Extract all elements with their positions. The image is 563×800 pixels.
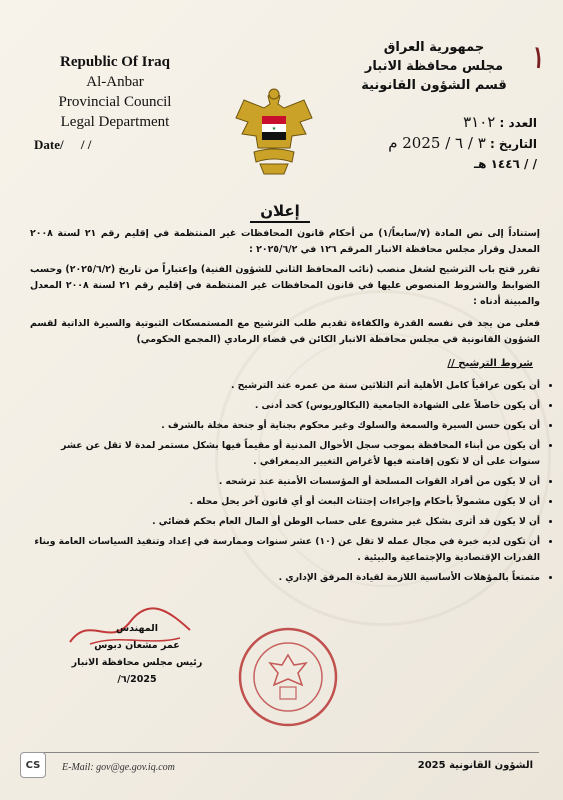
condition-item: • متمتعاً بالمؤهلات الأساسية اللازمة لقيادة المرفق الإداري .	[30, 570, 540, 586]
en-date-row	[34, 137, 91, 153]
ref-number-row	[357, 112, 537, 133]
paragraph-decision: تقرر فتح باب الترشيح لشغل منصب (نائب المحافظ الثاني للشؤون الفنية) وإعتباراً من تاريخ (٢٠٢٥/٦/٢) وحسب الضوابط والشروط المنصوص عليها في قانون المحافظات غير المنتظمة في إقليم رقم ٢١ لسنة ٢٠٠٨ المعدل والمبينة أدناه :	[30, 264, 540, 307]
en-province: Al-Anbar	[86, 74, 144, 90]
signatory-title: رئيس مجلس محافظة الانبار	[71, 657, 203, 668]
condition-item: • أن يكون من أبناء المحافظة بموجب سجل الأحوال المدنية أو مقيماً فيها بشكل مستمر لمدة لا تقل عن عشر سنوات على أن لا تكون إقامته فيها لأغراض التغيير الديمغرافي .	[30, 438, 540, 470]
paragraph-legal-basis: إستناداً إلى نص المادة (٧/سابعاً/١) من أحكام قانون المحافظات غير المنتظمة في إقليم رقم ٢١ لسنة ٢٠٠٨ المعدل وقرار مجلس محافظة الانبار المرقم ١٢٦ في ٢٠٢٥/٦/٢ :	[30, 228, 540, 255]
ref-date-value: ٣ / ٦ / 2025 م	[388, 134, 486, 152]
conditions-title: شروط الترشيح //	[447, 358, 533, 369]
condition-item: • أن يكون حاصلاً على الشهادة الجامعية (البكالوريوس) كحد أدنى .	[30, 398, 540, 414]
ref-date-row	[357, 133, 537, 154]
en-council: Provincial Council	[58, 94, 172, 110]
document-title: إعلان	[250, 202, 310, 223]
handwritten-page-number: ١	[527, 37, 549, 77]
signatory-prefix: المهندس	[116, 623, 158, 634]
en-country: Republic Of Iraq	[59, 54, 170, 70]
ref-number-label: العدد :	[499, 116, 537, 130]
reference-block	[357, 112, 537, 174]
en-date-label: Date/	[34, 137, 64, 152]
signature-block	[62, 620, 212, 688]
ref-hijri-row	[357, 154, 537, 174]
footer-email: E-Mail: gov@ge.gov.iq.com	[62, 762, 175, 773]
ar-country: جمهورية العراق	[383, 40, 485, 55]
ar-department: قسم الشؤون القانونية	[361, 78, 507, 93]
condition-item: • أن لا يكون مشمولاً بأحكام وإجراءات إجتثاث البعث أو أي قانون آخر يحل محله .	[30, 494, 540, 510]
footer-divider	[24, 752, 539, 753]
paragraph-application: فعلى من يجد في نفسه القدرة والكفاءة تقديم طلب الترشيح مع المستمسكات الثبوتية والسيرة الذاتية لقسم الشؤون القانونية في مجلس محافظة الانبار الكائن في قضاء الرمادي (المجمع الحكومي)	[30, 318, 540, 345]
ref-date-label: التاريخ :	[489, 137, 537, 151]
council-red-stamp-icon	[236, 625, 340, 729]
conditions-list	[30, 378, 558, 590]
condition-item: • أن يكون حسن السيرة والسمعة والسلوك وغير محكوم بجناية أو جنحة مخلة بالشرف .	[30, 418, 540, 434]
ref-number-value: ٣١٠٢	[463, 113, 496, 131]
ar-council: مجلس محافظة الانبار	[364, 59, 504, 74]
en-date-seps: / /	[80, 137, 92, 152]
iraq-eagle-emblem-icon	[234, 82, 314, 187]
camscanner-badge-icon: CS	[20, 752, 46, 778]
ref-hijri-value: / / ١٤٤٦ هـ	[473, 157, 537, 171]
signature-date: 2025/٦/	[117, 674, 157, 685]
svg-text:★: ★	[271, 126, 277, 132]
arabic-letterhead	[359, 38, 509, 95]
footer-department: الشؤون القانونية 2025	[417, 760, 533, 771]
condition-item: • أن يكون عراقياً كامل الأهلية أتم الثلاثين سنة من عمره عند الترشيح .	[30, 378, 540, 394]
english-letterhead	[40, 52, 190, 132]
signatory-name: عمر مشعان دبوس	[94, 640, 180, 651]
condition-item: • أن تكون لديه خبرة في مجال عمله لا تقل عن (١٠) عشر سنوات وممارسة في إعداد وتنفيذ السياسات العامة وبناء القدرات الإقتصادية والإجتماعية والبيئية .	[30, 534, 540, 566]
en-department: Legal Department	[60, 114, 170, 130]
condition-item: • أن لا يكون قد أثرى بشكل غير مشروع على حساب الوطن أو المال العام بحكم قضائي .	[30, 514, 540, 530]
condition-item: • أن لا يكون من أفراد القوات المسلحة أو المؤسسات الأمنية عند ترشحه .	[30, 474, 540, 490]
